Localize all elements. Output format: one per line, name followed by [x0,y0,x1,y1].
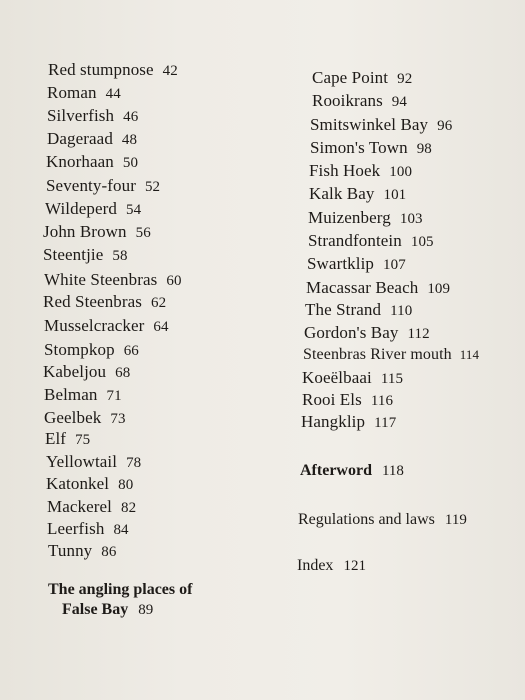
toc-entry [306,278,450,298]
entry-title: Tunny [48,541,93,560]
entry-title: Muizenberg [308,208,391,227]
entry-title: Koeëlbaai [302,368,372,387]
entry-page: 116 [370,393,394,409]
toc-entry [46,152,138,172]
entry-title: Strandfontein [308,231,402,250]
entry-page: 78 [126,455,142,471]
toc-entry [302,368,403,388]
entry-page: 101 [383,187,407,203]
toc-entry [307,254,406,274]
entry-title: Yellowtail [46,452,118,471]
entry-page: 44 [105,86,121,102]
entry-page: 80 [118,477,134,493]
afterword-title: Afterword [300,462,372,479]
entry-page: 86 [101,544,117,560]
entry-title: Red Steenbras [43,292,143,311]
toc-entry [309,161,412,181]
afterword-page: 118 [381,463,404,479]
toc-entry [303,346,479,364]
toc-entry [44,270,182,290]
toc-entry [44,385,122,405]
toc-entry [43,222,151,242]
entry-page: 60 [166,273,182,289]
entry-title: The Strand [305,300,382,319]
entry-title: Rooi Els [302,390,362,409]
entry-title: John Brown [43,222,127,241]
toc-entry [46,452,141,472]
entry-title: Smitswinkel Bay [310,115,429,134]
toc-entry [47,129,137,149]
entry-title: Kabeljou [43,362,107,381]
entry-page: 96 [437,118,453,134]
entry-page: 54 [125,202,142,218]
entry-title: Macassar Beach [306,278,419,297]
entry-title: Stompkop [44,340,115,359]
entry-page: 64 [153,319,169,335]
entry-title: Hangklip [301,412,366,431]
toc-entry [43,245,128,265]
afterword-heading [300,462,404,480]
entry-title: Fish Hoek [309,161,381,180]
entry-page: 73 [110,411,126,427]
toc-entry [48,541,117,561]
entry-page: 62 [151,295,167,311]
entry-title: Leerfish [47,519,105,538]
toc-entry [305,300,412,320]
entry-title: Swartklip [307,254,375,273]
entry-title: Katonkel [46,474,110,493]
regulations-title: Regulations and laws [298,511,435,528]
toc-entry [312,91,407,111]
toc-entry [44,340,139,360]
entry-title: Red stumpnose [48,60,154,79]
entry-title: White Steenbras [44,270,158,289]
entry-page: 75 [75,432,91,448]
section-title: False Bay [62,601,129,618]
toc-entry [46,176,160,196]
toc-entry [43,362,130,382]
entry-title: Elf [45,429,67,448]
section-page: 89 [138,602,154,618]
entry-title: Dageraad [47,129,113,148]
toc-entry [308,231,434,251]
toc-entry [47,83,121,103]
entry-page: 92 [397,71,413,87]
entry-page: 94 [391,94,407,110]
entry-title: Gordon's Bay [304,323,399,342]
index-title: Index [297,557,334,574]
entry-page: 114 [459,347,480,362]
entry-page: 100 [389,164,413,180]
toc-entry [47,519,129,539]
toc-entry [302,390,393,410]
toc-entry [47,106,138,126]
entry-title: Steenbras River mouth [303,346,452,363]
entry-page: 117 [374,415,397,431]
index-heading [297,557,366,575]
entry-title: Kalk Bay [309,184,375,203]
entry-title: Geelbek [44,408,102,427]
entry-title: Silverfish [47,106,115,125]
toc-entry [304,323,430,343]
entry-page: 46 [123,109,139,125]
toc-entry [310,115,452,135]
entry-page: 42 [162,63,178,79]
entry-title: Seventy-four [46,176,136,195]
entry-title: Knorhaan [46,152,114,171]
entry-page: 109 [427,281,451,297]
toc-entry [44,316,169,336]
entry-page: 115 [380,371,404,387]
entry-title: Rooikrans [312,91,383,110]
entry-title: Belman [44,385,98,404]
toc-entry [310,138,432,158]
entry-page: 48 [121,132,138,148]
entry-page: 103 [399,211,423,227]
section-heading: The angling places of [48,581,193,598]
entry-title: Cape Point [312,68,389,87]
entry-title: Roman [47,83,97,102]
entry-page: 50 [122,155,139,171]
entry-page: 52 [144,179,161,195]
entry-title: Mackerel [47,497,112,516]
entry-title: Wildeperd [45,199,117,218]
entry-title: Simon's Town [310,138,408,157]
entry-page: 107 [383,257,406,273]
entry-title: Musselcracker [44,316,145,335]
regulations-heading [298,511,467,529]
entry-page: 98 [416,141,432,157]
entry-page: 82 [120,500,137,516]
entry-page: 71 [106,388,122,404]
toc-entry [308,208,423,228]
entry-page: 68 [115,365,131,381]
entry-page: 84 [113,522,129,538]
entry-page: 56 [135,225,151,241]
entry-title: Steentjie [43,245,104,264]
toc-entry [44,408,126,428]
toc-entry [301,412,396,432]
entry-page: 112 [407,326,430,342]
toc-entry [309,184,406,204]
entry-page: 110 [390,303,413,319]
toc-entry [312,68,412,88]
entry-page: 66 [123,343,139,359]
toc-entry [43,292,166,312]
entry-page: 105 [410,234,434,250]
entry-page: 58 [112,248,128,264]
toc-entry [46,474,133,494]
index-page: 121 [343,558,366,574]
toc-entry [47,497,136,517]
toc-entry [45,429,90,449]
toc-entry [45,199,141,219]
regulations-page: 119 [444,512,467,528]
toc-entry [48,60,178,80]
section-heading-continued [62,601,153,619]
